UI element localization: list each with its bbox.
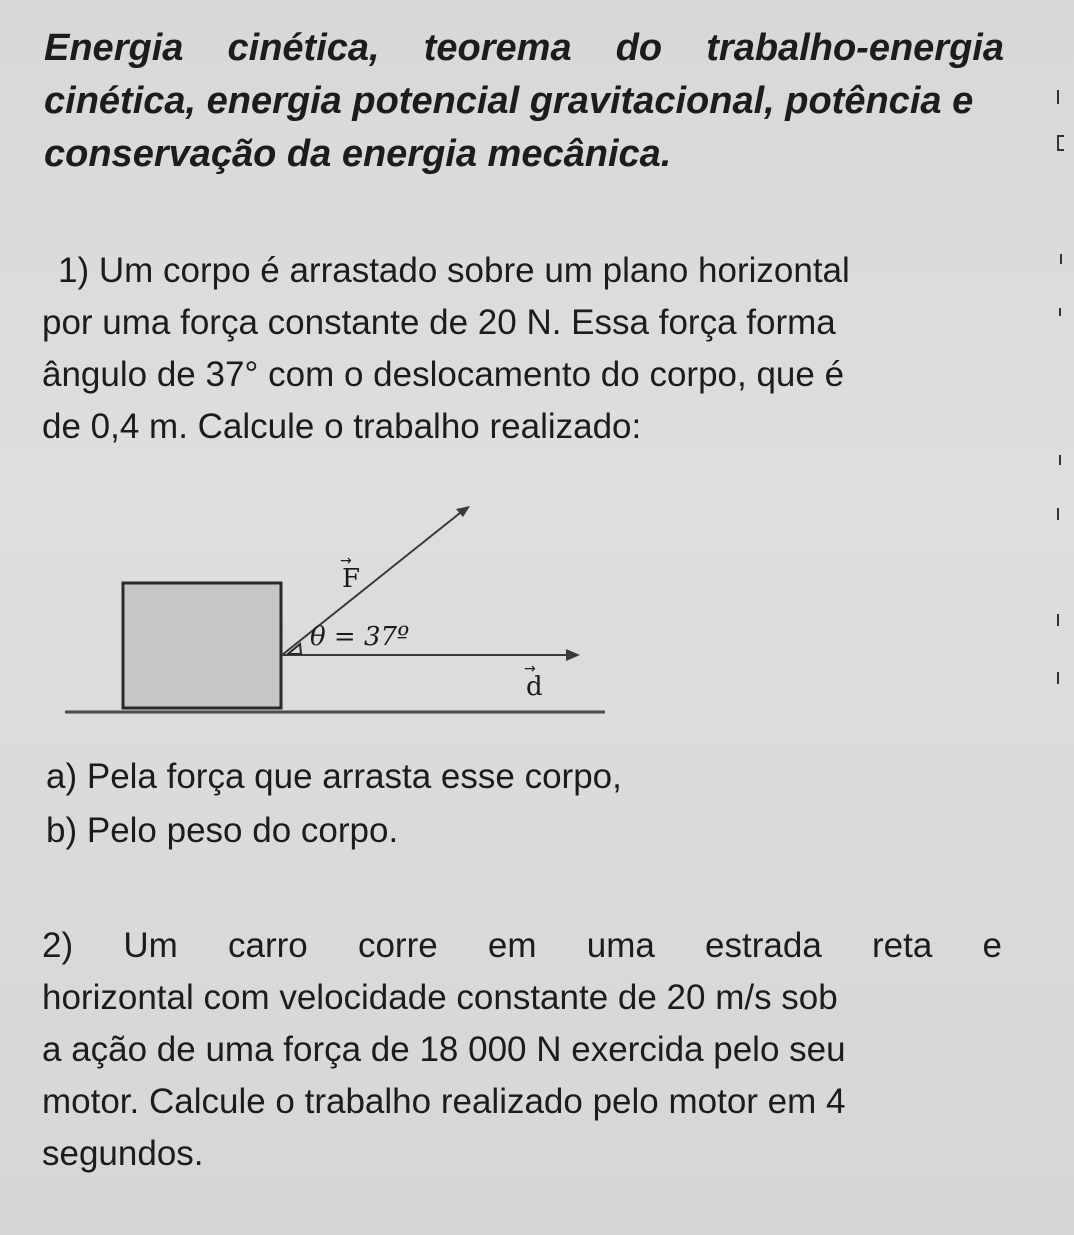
- right-edge-marks: [1044, 0, 1074, 1235]
- question-1-parts: [46, 750, 622, 858]
- edge-mark: [1058, 136, 1064, 150]
- part-b: b) Pelo peso do corpo.: [46, 811, 399, 850]
- title-line-3: conservação da energia mecânica.: [44, 133, 672, 175]
- force-arrow-mark: →: [340, 553, 352, 569]
- question-2-line-1: 2) Um carro corre em uma estrada reta e: [42, 926, 1002, 965]
- question-1-line-4: de 0,4 m. Calcule o trabalho realizado:: [42, 407, 642, 446]
- question-2-line-3: a ação de uma força de 18 000 N exercida pelo seu: [42, 1030, 846, 1069]
- worksheet-title: [44, 22, 1004, 181]
- question-2-line-2: horizontal com velocidade constante de 20 m/s sob: [42, 978, 838, 1017]
- question-1-line-2: por uma força constante de 20 N. Essa força forma: [42, 303, 836, 342]
- displacement-arrow-mark: →: [524, 661, 536, 677]
- part-a: a) Pela força que arrasta esse corpo,: [46, 757, 622, 796]
- question-2: [42, 920, 1002, 1180]
- force-diagram: [60, 495, 620, 725]
- displacement-label: d: [526, 672, 543, 702]
- displacement-arrowhead: [566, 649, 580, 661]
- block: [123, 583, 281, 708]
- angle-label: θ = 37º: [310, 622, 410, 652]
- question-2-line-4: motor. Calcule o trabalho realizado pelo motor em 4: [42, 1082, 846, 1121]
- question-1-line-1: 1) Um corpo é arrastado sobre um plano horizontal: [58, 251, 850, 290]
- question-1: [42, 245, 1002, 453]
- title-line-1: Energia cinética, teorema do trabalho-energia: [44, 27, 1004, 69]
- question-2-line-5: segundos.: [42, 1134, 204, 1173]
- force-label: F: [342, 564, 361, 594]
- title-line-2: cinética, energia potencial gravitacional, potência e: [44, 80, 974, 122]
- question-1-line-3: ângulo de 37° com o deslocamento do corpo, que é: [42, 355, 845, 394]
